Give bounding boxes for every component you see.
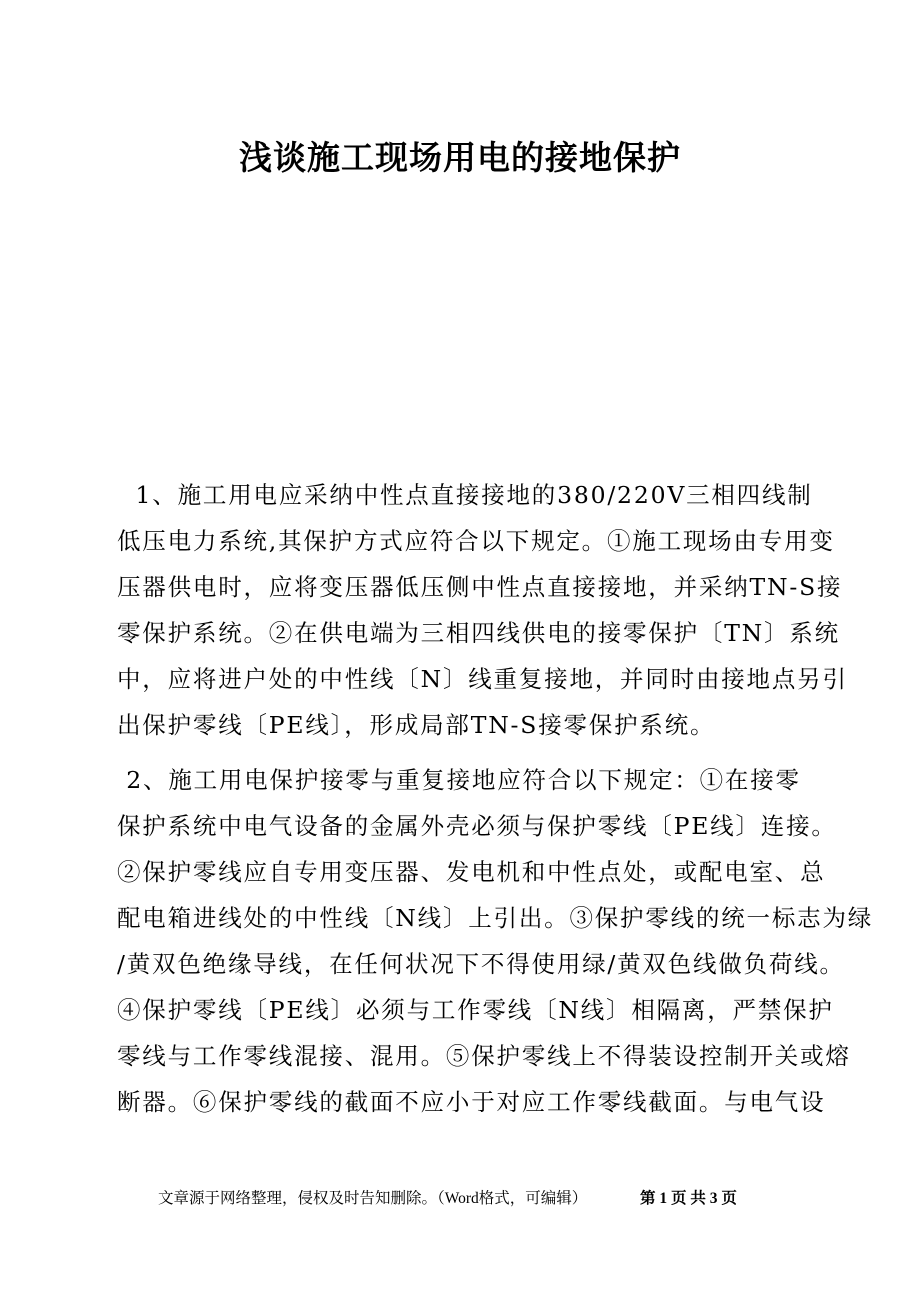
paragraph-line: 1、施工用电应采纳中性点直接接地的380/220V三相四线制 <box>117 481 813 509</box>
paragraph-line: 出保护零线〔PE线〕，形成局部TN-S接零保护系统。 <box>117 711 716 739</box>
paragraph-line: 中，应将进户处的中性线〔N〕线重复接地，并同时由接地点另引 <box>117 665 848 693</box>
paragraph-line: 配电箱进线处的中性线〔N线〕上引出。③保护零线的统一标志为绿 <box>117 904 874 932</box>
paragraph-line: 零线与工作零线混接、混用。⑤保护零线上不得装设控制开关或熔 <box>117 1042 851 1070</box>
paragraph-line: 零保护系统。②在供电端为三相四线供电的接零保护〔TN〕系统 <box>117 619 840 647</box>
paragraph-line: /黄双色绝缘导线，在任何状况下不得使用绿/黄双色线做负荷线。 <box>117 950 845 978</box>
paragraph-line: 2、施工用电保护接零与重复接地应符合以下规定：①在接零 <box>117 766 801 794</box>
paragraph-2 <box>117 757 874 1125</box>
paragraph-line: 断器。⑥保护零线的截面不应小于对应工作零线截面。与电气设 <box>117 1088 826 1116</box>
page-number: 第 1 页 共 3 页 <box>640 1190 737 1207</box>
paragraph-1 <box>117 472 848 748</box>
paragraph-line: 保护系统中电气设备的金属外壳必须与保护零线〔PE线〕连接。 <box>117 812 837 840</box>
paragraph-line: 压器供电时，应将变压器低压侧中性点直接接地，并采纳TN-S接 <box>117 573 843 601</box>
paragraph-line: ②保护零线应自专用变压器、发电机和中性点处，或配电室、总 <box>117 858 826 886</box>
paragraph-line: ④保护零线〔PE线〕必须与工作零线〔N线〕相隔离，严禁保护 <box>117 996 834 1024</box>
paragraph-line: 低压电力系统,其保护方式应符合以下规定。①施工现场由专用变 <box>117 527 835 555</box>
document-title: 浅谈施工现场用电的接地保护 <box>239 138 681 177</box>
footer-note: 文章源于网络整理，侵权及时告知删除。（Word格式，可编辑） <box>158 1190 588 1207</box>
